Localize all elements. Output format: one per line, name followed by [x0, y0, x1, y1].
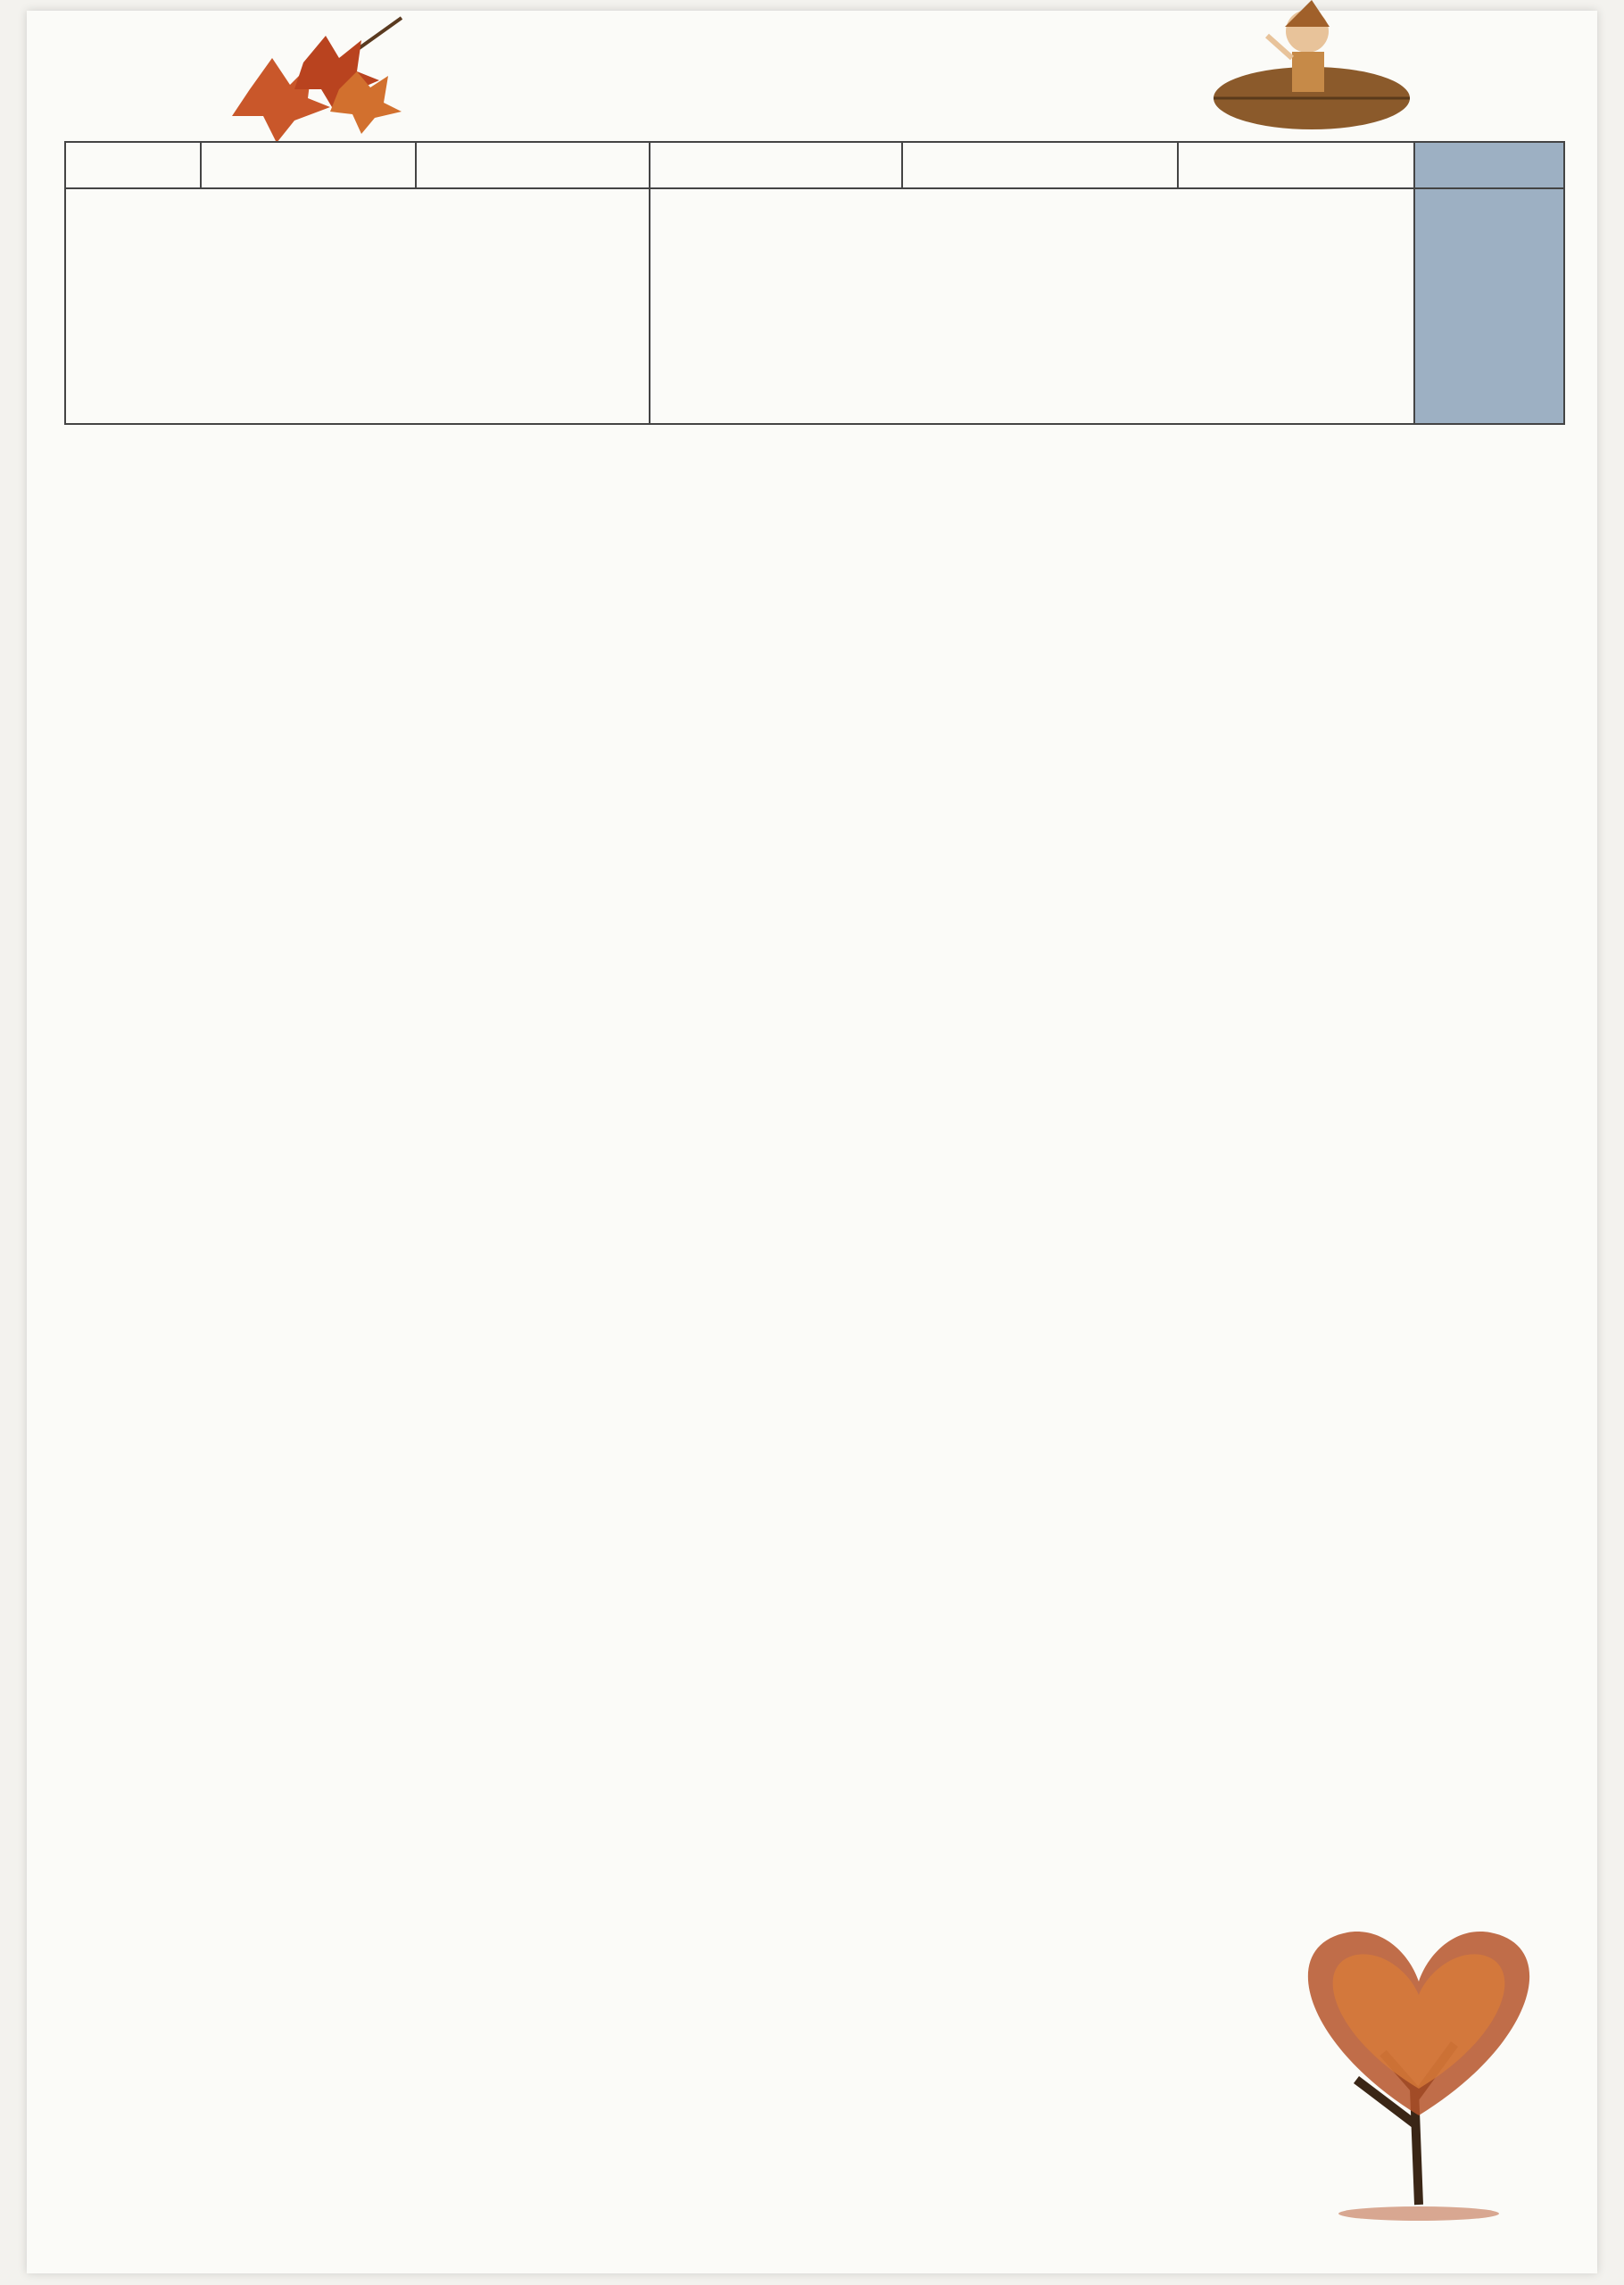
weekday-wed — [650, 142, 902, 188]
weekday-header-row — [65, 142, 1564, 188]
announcement-row — [65, 188, 1564, 424]
weekday-sun — [65, 142, 201, 188]
maple-leaves-icon — [223, 9, 428, 143]
weekday-fri — [1178, 142, 1414, 188]
calendar-table — [64, 141, 1565, 425]
weekday-sat — [1414, 142, 1564, 188]
weekday-mon — [201, 142, 416, 188]
elf-on-leaf-icon — [1214, 0, 1419, 143]
announcement-left — [65, 188, 650, 424]
weekday-tue — [416, 142, 650, 188]
day-cell-sat-1 — [1414, 188, 1564, 424]
heart-tree-icon — [1249, 1910, 1588, 2231]
day-event — [1415, 191, 1563, 195]
announcement-right — [650, 188, 1414, 424]
weekday-thu — [902, 142, 1178, 188]
